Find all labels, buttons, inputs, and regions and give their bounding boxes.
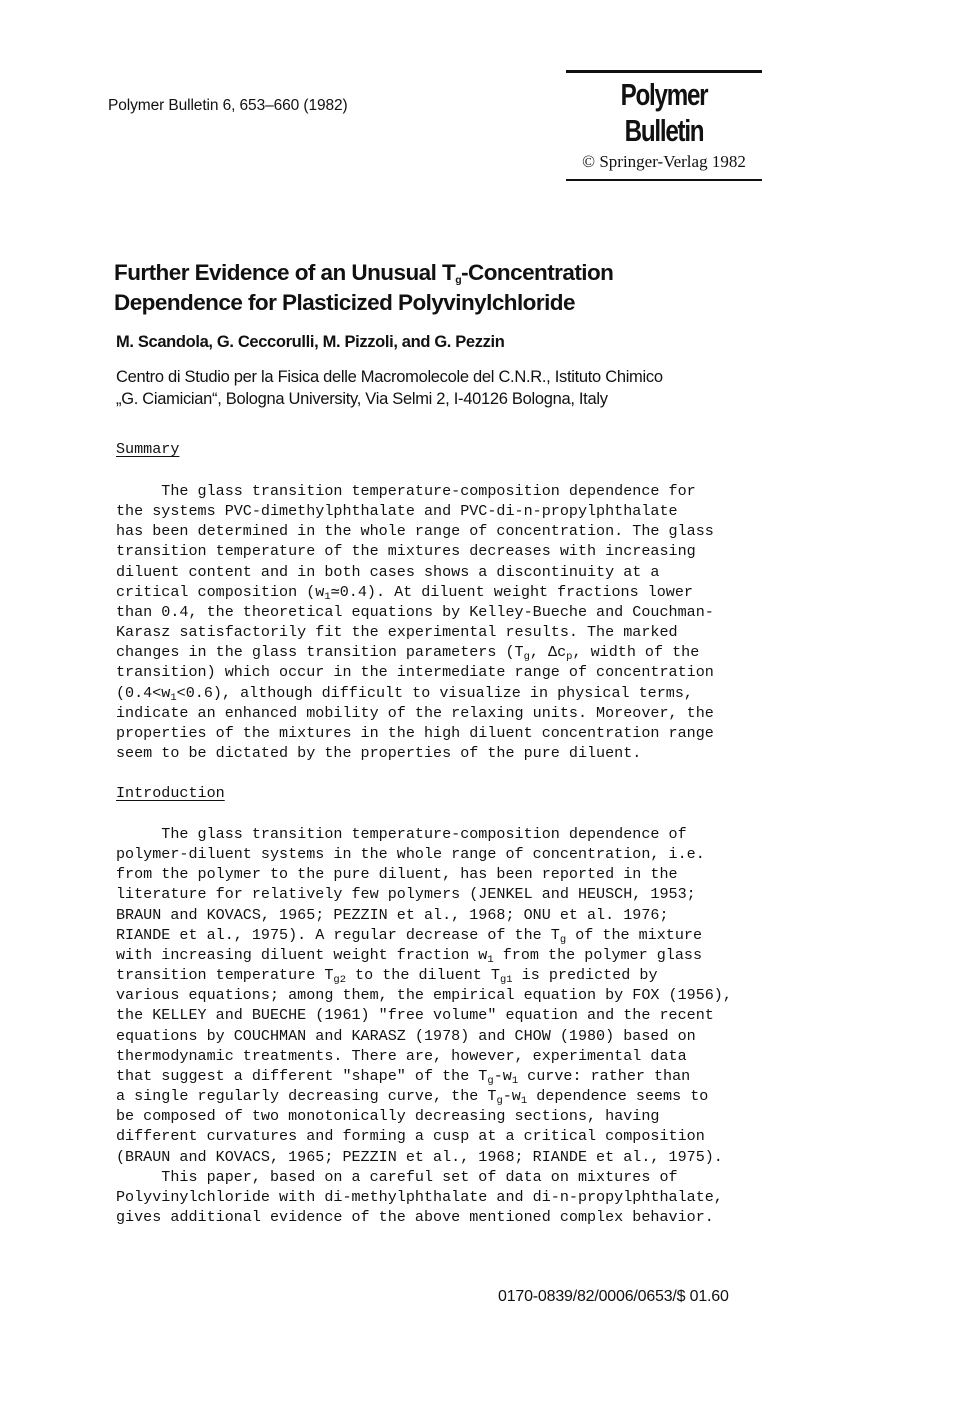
title-line-1: Further Evidence of an Unusual $T_g$-Concentration	[114, 260, 614, 286]
author-affiliation: Centro di Studio per la Fisica delle Macromolecole del C.N.R., Istituto Chimico „G. Ciamician“, Bologna University, Via Selmi 2, I-40126 Bologna, Italy	[116, 368, 663, 408]
copyright-notice: © Springer-Verlag 1982	[582, 151, 746, 171]
article-title	[114, 258, 613, 318]
journal-masthead	[566, 70, 762, 181]
author-list: M. Scandola, G. Ceccorulli, M. Pizzoli, and G. Pezzin	[116, 333, 505, 351]
article-code: 0170-0839/82/0006/0653/$ 01.60	[498, 1288, 729, 1305]
journal-citation: Polymer Bulletin 6, 653–660 (1982)	[108, 97, 348, 114]
masthead-top-rule	[566, 70, 762, 73]
summary-heading: Summary	[116, 440, 180, 458]
masthead-bottom-rule	[566, 179, 762, 182]
summary-paragraph: The glass transition temperature-composition dependence for the systems PVC-dimethylphthalate and PVC-di-n-propylphthalate has been determined in the whole range of concentration. The glass transition temperature of the mixtures decreases with increasing diluent content and in both cases shows a discontinuity at a critical composition $(w_1≃0.4)$. At diluent weight fractions lower than 0.4, the theoretical equations by Kelley-Bueche and Couchman- Karasz satisfactorily fit the experimental results. The marked changes in the glass transition parameters ($T_g$, $\Delta c_p$, width of the transition) which occur in the intermediate range of concentration $(0.4<w_1<0.6)$, although difficult to visualize in physical terms, indicate an enhanced mobility of the relaxing units. Moreover, the properties of the mixtures in the high diluent concentration range seem to be dictated by the properties of the pure diluent.	[116, 482, 714, 763]
journal-name: Polymer Bulletin	[620, 76, 708, 148]
title-line-2: Dependence for Plasticized Polyvinylchloride	[114, 290, 575, 315]
introduction-paragraph: The glass transition temperature-composition dependence of polymer-diluent systems in the whole range of concentration, i.e. from the polymer to the pure diluent, has been reported in the literature for relatively few polymers (JENKEL and HEUSCH, 1953; BRAUN and KOVACS, 1965; PEZZIN et al., 1968; ONU et al. 1976; RIANDE et al., 1975). A regular decrease of the $T_g$ of the mixture with increasing diluent weight fraction $w_1$ from the polymer glass transition temperature $T_{g2}$ to the diluent $T_{g1}$ is predicted by various equations; among them, the empirical equation by FOX (1956), the KELLEY and BUECHE (1961) "free volume" equation and the recent equations by COUCHMAN and KARASZ (1978) and CHOW (1980) based on thermodynamic treatments. There are, however, experimental data that suggest a different "shape" of the $T_g-w_1$ curve: rather than a single regularly decreasing curve, the $T_g-w_1$ dependence seems to be composed of two monotonically decreasing sections, having different curvatures and forming a cusp at a critical composition (BRAUN and KOVACS, 1965; PEZZIN et al., 1968; RIANDE et al., 1975). This paper, based on a careful set of data on mixtures of Polyvinylchloride with di-methylphthalate and di-n-propylphthalate, gives additional evidence of the above mentioned complex behavior.	[116, 825, 732, 1226]
introduction-heading: Introduction	[116, 784, 225, 802]
